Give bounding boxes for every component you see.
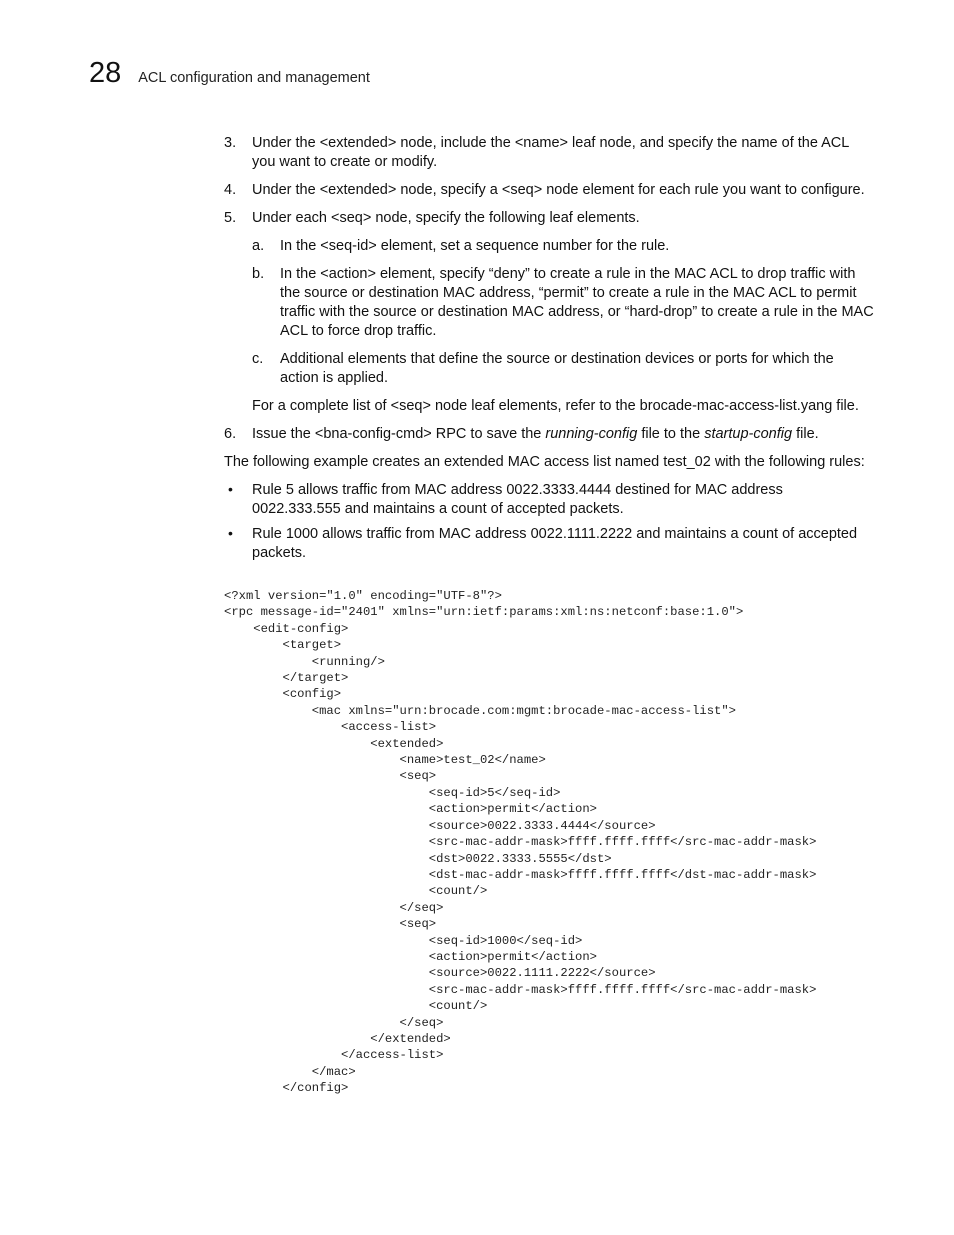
bullet-icon: • bbox=[228, 481, 233, 497]
running-config-term: running-config bbox=[545, 426, 638, 442]
substep-text: In the <seq-id> element, set a sequence number for the rule. bbox=[280, 238, 670, 254]
substep-number: b. bbox=[252, 266, 265, 282]
bullet-text: Rule 5 allows traffic from MAC address 0022.3333.4444 destined for MAC address 0022.333.555 and maintains a count of accepted packets. bbox=[252, 482, 783, 517]
page-header bbox=[89, 56, 370, 90]
step-number: 6. bbox=[224, 426, 237, 442]
bullet-item bbox=[224, 481, 874, 519]
substep-text: Additional elements that define the source or destination devices or ports for which the action is applied. bbox=[280, 351, 834, 386]
substep-a bbox=[224, 237, 874, 256]
step-number: 3. bbox=[224, 135, 237, 151]
step-3 bbox=[224, 134, 874, 172]
substep-number: a. bbox=[252, 238, 265, 254]
step-text: Under the <extended> node, include the <name> leaf node, and specify the name of the ACL you want to create or modify. bbox=[252, 135, 849, 170]
substep-text: In the <action> element, specify “deny” to create a rule in the MAC ACL to drop traffic with the source or destination MAC address, “permit” to create a rule in the MAC ACL to permit traffic with the source or destination MAC address, or “hard-drop” to create a rule in the MAC ACL to force drop traffic. bbox=[280, 266, 874, 339]
step-text: Under the <extended> node, specify a <seq> node element for each rule you want to configure. bbox=[252, 182, 865, 198]
step-text-b: file to the bbox=[637, 426, 705, 442]
chapter-number: 28 bbox=[89, 57, 122, 89]
example-intro: The following example creates an extended MAC access list named test_02 with the following rules: bbox=[224, 454, 865, 470]
leaf-elements-note: For a complete list of <seq> node leaf elements, refer to the brocade-mac-access-list.yang file. bbox=[252, 398, 859, 414]
step-6 bbox=[224, 425, 874, 444]
bullet-icon: • bbox=[228, 525, 233, 541]
xml-code-example: <?xml version="1.0" encoding="UTF-8"?> <rpc message-id="2401" xmlns="urn:ietf:params:xml:ns:netconf:base:1.0"> <edit-config> <target> <running/> </target> <config> <mac xmlns="urn:brocade.com:mgmt:brocade-mac-access-list"> <access-list> <extended> <name>test_02</name> <seq> <seq-id>5</seq-id> <action>permit</action> <source>0022.3333.4444</source> <src-mac-addr-mask>ffff.ffff.ffff</src-mac-addr-mask> <dst>0022.3333.5555</dst> <dst-mac-addr-mask>ffff.ffff.ffff</dst-mac-addr-mask> <count/> </seq> <seq> <seq-id>1000</seq-id> <action>permit</action> <source>0022.1111.2222</source> <src-mac-addr-mask>ffff.ffff.ffff</src-mac-addr-mask> <count/> </seq> </extended> </access-list> </mac> </config> bbox=[224, 589, 817, 1096]
chapter-title: ACL configuration and management bbox=[138, 70, 370, 86]
step-text: Under each <seq> node, specify the following leaf elements. bbox=[252, 210, 640, 226]
step-text-a: Issue the <bna-config-cmd> RPC to save the bbox=[252, 426, 546, 442]
step-number: 5. bbox=[224, 210, 237, 226]
step-5 bbox=[224, 209, 874, 228]
startup-config-term: startup-config bbox=[704, 426, 793, 442]
step-number: 4. bbox=[224, 182, 237, 198]
substep-c bbox=[224, 350, 874, 388]
bullet-item bbox=[224, 525, 874, 563]
step-4 bbox=[224, 181, 874, 200]
main-content bbox=[224, 134, 874, 563]
substep-number: c. bbox=[252, 351, 264, 367]
bullet-text: Rule 1000 allows traffic from MAC address 0022.1111.2222 and maintains a count of accepted packets. bbox=[252, 526, 858, 561]
substep-b bbox=[224, 265, 874, 341]
step-text-c: file. bbox=[792, 426, 819, 442]
